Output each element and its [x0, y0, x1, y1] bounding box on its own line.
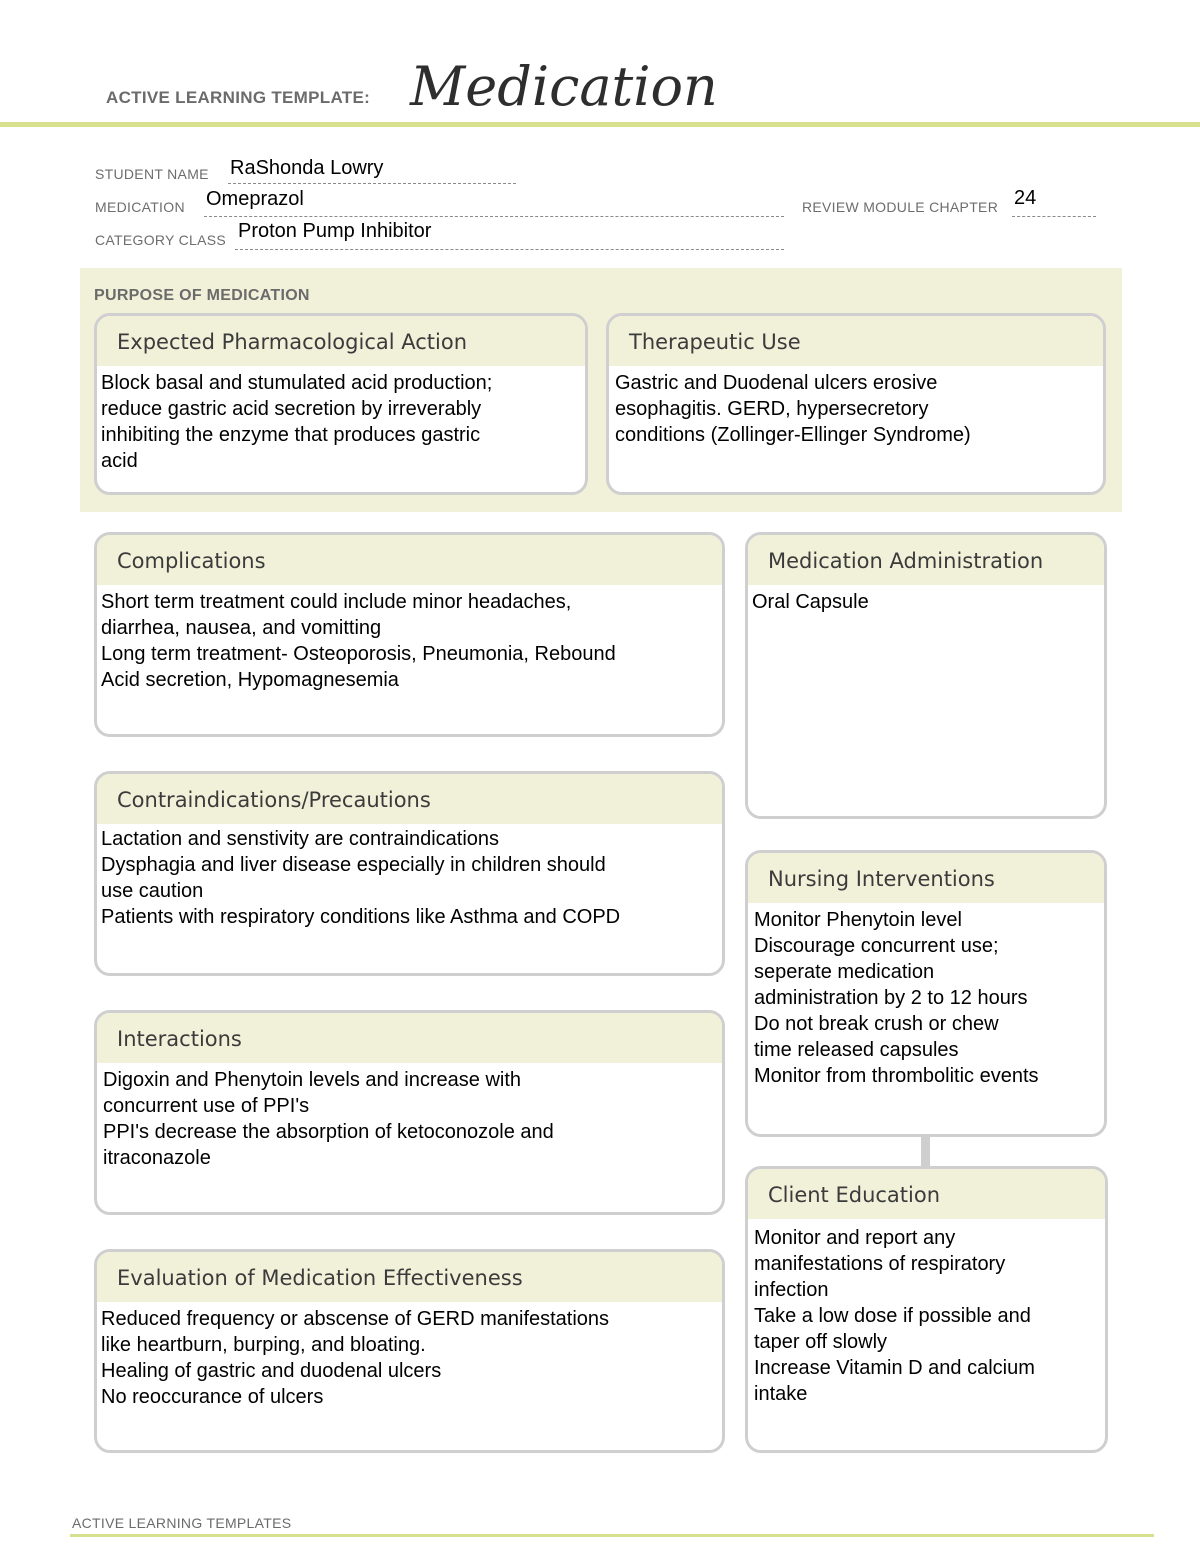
header-divider [0, 122, 1200, 127]
purpose-section-title: PURPOSE OF MEDICATION [94, 287, 310, 304]
complications-card [94, 532, 725, 737]
text-line: Oral Capsule [752, 591, 869, 613]
evaluation-text[interactable] [97, 1302, 722, 1410]
text-line: manifestations of respiratory [754, 1253, 1006, 1275]
complications-title: Complications [97, 535, 722, 585]
text-line: esophagitis. GERD, hypersecretory [615, 398, 929, 420]
medication-label: MEDICATION [95, 199, 185, 215]
medication-administration-text[interactable] [748, 585, 1104, 615]
interactions-title: Interactions [97, 1013, 722, 1063]
text-line: diarrhea, nausea, and vomitting [101, 617, 382, 639]
text-line: Lactation and senstivity are contraindications [101, 828, 500, 850]
text-line: Monitor and report any [754, 1227, 956, 1249]
therapeutic-use-text[interactable] [609, 366, 1103, 448]
client-education-text[interactable] [748, 1219, 1105, 1407]
text-line: Long term treatment- Osteoporosis, Pneumonia, Rebound [101, 643, 616, 665]
text-line: conditions (Zollinger-Ellinger Syndrome) [615, 424, 971, 446]
text-line: concurrent use of PPI's [103, 1095, 310, 1117]
complications-text[interactable] [97, 585, 722, 693]
text-line: Monitor Phenytoin level [754, 909, 962, 931]
text-line: use caution [101, 880, 204, 902]
text-line: Do not break crush or chew [754, 1013, 999, 1035]
page-title: Medication [410, 55, 718, 118]
text-line: acid [101, 450, 138, 472]
text-line: inhibiting the enzyme that produces gastric [101, 424, 481, 446]
category-class-label: CATEGORY CLASS [95, 232, 227, 248]
review-chapter-label: REVIEW MODULE CHAPTER [802, 199, 999, 215]
text-line: Monitor from thrombolitic events [754, 1065, 1039, 1087]
medication-administration-title: Medication Administration [748, 535, 1104, 585]
text-line: Block basal and stumulated acid production; [101, 372, 493, 394]
contraindications-title: Contraindications/Precautions [97, 774, 722, 824]
text-line: Dysphagia and liver disease especially in children should [101, 854, 606, 876]
interactions-card [94, 1010, 725, 1215]
text-line: Short term treatment could include minor headaches, [101, 591, 572, 613]
expected-action-title: Expected Pharmacological Action [97, 316, 585, 366]
evaluation-card [94, 1249, 725, 1453]
medication-administration-card [745, 532, 1107, 819]
contraindications-card [94, 771, 725, 976]
card-connector [921, 1135, 930, 1167]
therapeutic-use-title: Therapeutic Use [609, 316, 1103, 366]
client-education-title: Client Education [748, 1169, 1105, 1219]
client-education-card [745, 1166, 1108, 1453]
template-label: ACTIVE LEARNING TEMPLATE: [106, 88, 371, 107]
text-line: reduce gastric acid secretion by irreverably [101, 398, 482, 420]
expected-action-text[interactable] [97, 366, 585, 474]
category-class-value: Proton Pump Inhibitor [238, 220, 432, 242]
text-line: seperate medication [754, 961, 935, 983]
text-line: No reoccurance of ulcers [101, 1386, 324, 1408]
text-line: Gastric and Duodenal ulcers erosive [615, 372, 938, 394]
nursing-interventions-title: Nursing Interventions [748, 853, 1104, 903]
text-line: administration by 2 to 12 hours [754, 987, 1028, 1009]
evaluation-title: Evaluation of Medication Effectiveness [97, 1252, 722, 1302]
text-line: PPI's decrease the absorption of ketoconozole and [103, 1121, 554, 1143]
student-name-label: STUDENT NAME [95, 166, 209, 182]
text-line: itraconazole [103, 1147, 211, 1169]
text-line: Discourage concurrent use; [754, 935, 999, 957]
text-line: Healing of gastric and duodenal ulcers [101, 1360, 442, 1382]
text-line: like heartburn, burping, and bloating. [101, 1334, 426, 1356]
footer-label: ACTIVE LEARNING TEMPLATES [72, 1515, 292, 1531]
expected-action-card [94, 313, 588, 495]
footer-divider [70, 1534, 1154, 1537]
therapeutic-use-card [606, 313, 1106, 495]
text-line: taper off slowly [754, 1331, 888, 1353]
interactions-text[interactable] [97, 1063, 722, 1171]
text-line: intake [754, 1383, 808, 1405]
text-line: infection [754, 1279, 829, 1301]
text-line: Increase Vitamin D and calcium [754, 1357, 1035, 1379]
review-chapter-value: 24 [1014, 187, 1037, 209]
medication-value: Omeprazol [206, 188, 304, 210]
text-line: Digoxin and Phenytoin levels and increase with [103, 1069, 522, 1091]
nursing-interventions-text[interactable] [748, 903, 1104, 1089]
student-name-value: RaShonda Lowry [230, 157, 384, 179]
text-line: time released capsules [754, 1039, 959, 1061]
text-line: Take a low dose if possible and [754, 1305, 1031, 1327]
text-line: Acid secretion, Hypomagnesemia [101, 669, 399, 691]
contraindications-text[interactable] [97, 824, 722, 930]
text-line: Reduced frequency or abscense of GERD manifestations [101, 1308, 610, 1330]
text-line: Patients with respiratory conditions like Asthma and COPD [101, 906, 621, 928]
nursing-interventions-card [745, 850, 1107, 1137]
